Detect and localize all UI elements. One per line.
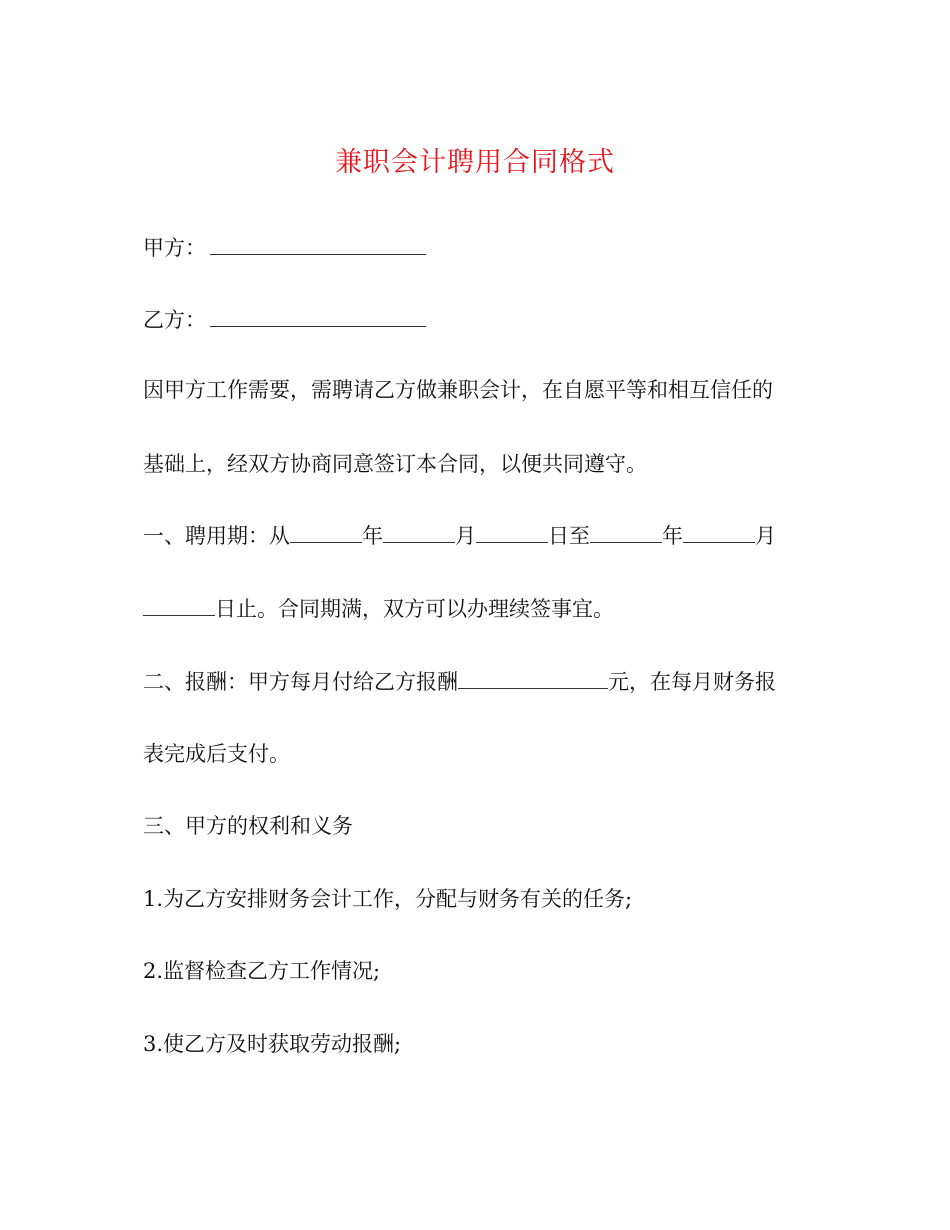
start-month-blank <box>383 524 455 543</box>
term-month-1: 月 <box>455 524 476 548</box>
party-a-line <box>143 233 426 263</box>
term-line-2-text: 日止。合同期满，双方可以办理续签事宜。 <box>215 597 614 621</box>
start-year-blank <box>290 524 362 543</box>
term-prefix: 一、聘用期：从 <box>143 524 290 548</box>
end-day-blank <box>143 597 215 616</box>
intro-line-1: 因甲方工作需要，需聘请乙方做兼职会计，在自愿平等和相互信任的 <box>143 378 773 402</box>
pay-line-2: 表完成后支付。 <box>143 742 290 766</box>
party-b-blank <box>210 308 426 327</box>
party-a-label: 甲方： <box>143 236 206 260</box>
document-title: 兼职会计聘用合同格式 <box>335 147 615 178</box>
pay-line-1 <box>143 667 776 697</box>
pay-amount-blank <box>458 670 608 689</box>
term-year-1: 年 <box>362 524 383 548</box>
list-item: 2.监督检查乙方工作情况; <box>143 959 381 983</box>
party-a-blank <box>210 236 426 255</box>
pay-prefix: 二、报酬：甲方每月付给乙方报酬 <box>143 670 458 694</box>
start-day-blank <box>476 524 548 543</box>
party-b-label: 乙方： <box>143 308 206 332</box>
term-line-1 <box>143 521 776 551</box>
term-year-2: 年 <box>662 524 683 548</box>
term-day-to: 日至 <box>548 524 590 548</box>
end-month-blank <box>683 524 755 543</box>
section-3-heading: 三、甲方的权利和义务 <box>143 814 353 838</box>
party-b-line <box>143 305 426 335</box>
pay-suffix: 元，在每月财务报 <box>608 670 776 694</box>
end-year-blank <box>590 524 662 543</box>
intro-line-2: 基础上，经双方协商同意签订本合同，以便共同遵守。 <box>143 452 647 476</box>
list-item: 1.为乙方安排财务会计工作，分配与财务有关的任务; <box>143 887 633 911</box>
term-line-2 <box>143 594 614 624</box>
term-month-2: 月 <box>755 524 776 548</box>
list-item: 3.使乙方及时获取劳动报酬; <box>143 1032 402 1056</box>
